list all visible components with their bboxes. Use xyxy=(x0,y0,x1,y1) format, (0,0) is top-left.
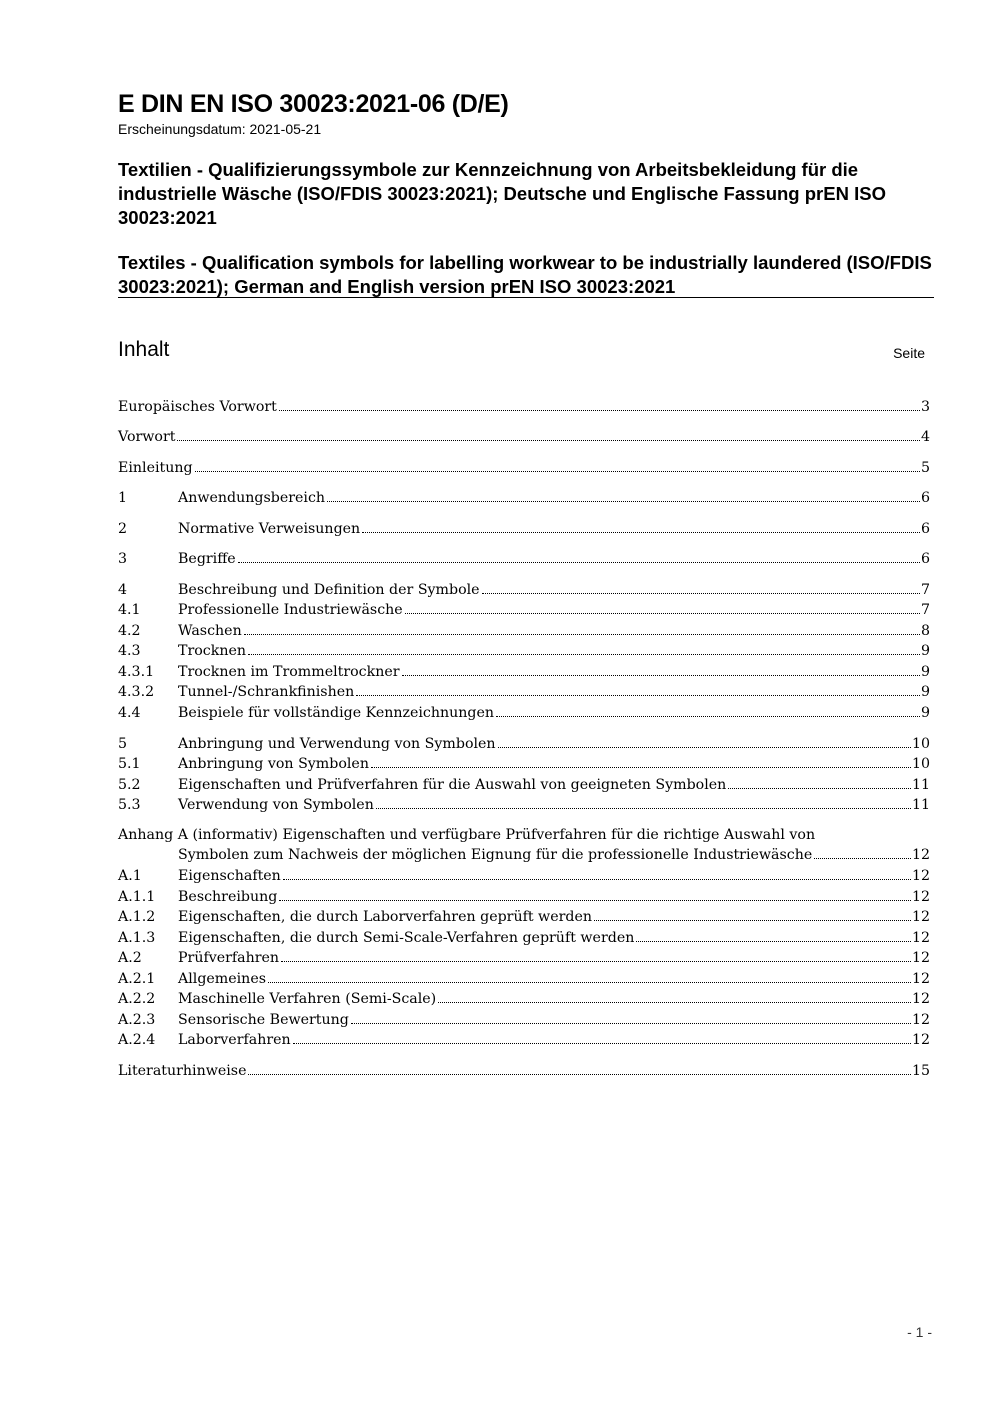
toc-entry-page: 6 xyxy=(920,490,930,506)
toc-entry-label: Symbolen zum Nachweis der möglichen Eignung für die professionelle Industriewäsche xyxy=(178,847,813,863)
toc-leader xyxy=(356,694,920,696)
toc-entry[interactable] xyxy=(118,946,930,966)
toc-entry-label: Beschreibung und Definition der Symbole xyxy=(178,582,480,598)
toc-entry-number: 5.1 xyxy=(118,756,141,772)
toc-entry-label: Trocknen xyxy=(178,643,247,659)
toc-leader xyxy=(405,612,920,614)
toc-entry-label: Begriffe xyxy=(178,551,236,567)
toc-entry-label: Laborverfahren xyxy=(178,1032,291,1048)
toc-entry[interactable] xyxy=(118,456,930,476)
toc-leader xyxy=(496,715,920,717)
toc-leader xyxy=(248,653,920,655)
toc-entry-page: 9 xyxy=(920,684,930,700)
toc-entry-number: 2 xyxy=(118,521,128,537)
toc-entry-bibliography[interactable] xyxy=(118,1059,930,1079)
toc-entry-label: Sensorische Bewertung xyxy=(178,1012,349,1028)
title-divider xyxy=(118,297,934,298)
toc-entry[interactable] xyxy=(118,578,930,598)
toc-entry-page: 9 xyxy=(920,705,930,721)
toc-entry-number: 4.3.2 xyxy=(118,684,155,700)
toc-entry-label: Professionelle Industriewäsche xyxy=(178,602,403,618)
toc-entry-number: 5.3 xyxy=(118,797,141,813)
toc-leader xyxy=(636,940,911,942)
toc-entry[interactable] xyxy=(118,619,930,639)
toc-entry-page: 6 xyxy=(920,521,930,537)
toc-entry-page: 4 xyxy=(920,429,930,445)
toc-entry[interactable] xyxy=(118,773,930,793)
toc-annex-heading[interactable]: Anhang A (informativ) Eigenschaften und verfügbare Prüfverfahren für die richtige Auswahl von xyxy=(118,827,816,843)
toc-entry-page: 7 xyxy=(920,582,930,598)
toc-entry-page: 9 xyxy=(920,664,930,680)
toc-entry-label: Verwendung von Symbolen xyxy=(178,797,374,813)
toc-entry-label: Vorwort xyxy=(118,429,176,445)
toc-entry-number: 4.3 xyxy=(118,643,141,659)
toc-entry-page: 15 xyxy=(911,1063,930,1079)
toc-entry-label: Beschreibung xyxy=(178,889,278,905)
toc-entry[interactable] xyxy=(118,660,930,680)
toc-entry-label: Normative Verweisungen xyxy=(178,521,361,537)
toc-entry-page: 12 xyxy=(911,909,930,925)
toc-leader xyxy=(402,674,920,676)
toc-entry[interactable] xyxy=(118,425,930,445)
toc-entry-number: 1 xyxy=(118,490,128,506)
toc-entry-page: 12 xyxy=(911,1032,930,1048)
toc-entry-page: 7 xyxy=(920,602,930,618)
toc-entry-label: Eigenschaften und Prüfverfahren für die Auswahl von geeigneten Symbolen xyxy=(178,777,727,793)
toc-entry[interactable] xyxy=(118,639,930,659)
toc-leader xyxy=(438,1001,911,1003)
toc-entry-page: 11 xyxy=(911,777,930,793)
toc-entry-number: 4.2 xyxy=(118,623,141,639)
toc-page-label: Seite xyxy=(893,345,925,361)
toc-leader xyxy=(594,919,911,921)
toc-leader xyxy=(814,857,911,859)
toc-leader xyxy=(268,981,911,983)
toc-entry[interactable] xyxy=(118,701,930,721)
toc-entry-label: Trocknen im Trommeltrockner xyxy=(178,664,400,680)
toc-entry-number: 4.3.1 xyxy=(118,664,155,680)
page-number: - 1 - xyxy=(907,1324,932,1340)
toc-entry[interactable] xyxy=(118,517,930,537)
toc-entry-number: 4 xyxy=(118,582,128,598)
toc-entry-number: A.2.3 xyxy=(118,1012,156,1028)
toc-leader xyxy=(283,878,911,880)
toc-entry-page: 12 xyxy=(911,1012,930,1028)
publication-date: Erscheinungsdatum: 2021-05-21 xyxy=(118,121,322,137)
toc-entry[interactable] xyxy=(118,967,930,987)
toc-entry-label: Anbringung von Symbolen xyxy=(178,756,369,772)
toc-entry-number: A.1.2 xyxy=(118,909,156,925)
toc-leader xyxy=(279,899,911,901)
toc-entry-number: A.2 xyxy=(118,950,142,966)
toc-entry-label: Anbringung und Verwendung von Symbolen xyxy=(178,736,496,752)
toc-leader xyxy=(244,633,920,635)
toc-entry-page: 3 xyxy=(920,399,930,415)
toc-entry[interactable] xyxy=(118,864,930,884)
toc-entry-page: 10 xyxy=(911,736,930,752)
toc-leader xyxy=(351,1022,911,1024)
toc-entry-page: 12 xyxy=(911,868,930,884)
toc-entry[interactable] xyxy=(118,598,930,618)
toc-entry[interactable] xyxy=(118,547,930,567)
toc-entry[interactable] xyxy=(118,1008,930,1028)
toc-entry-label: Einleitung xyxy=(118,460,193,476)
toc-entry[interactable] xyxy=(118,395,930,415)
toc-entry[interactable] xyxy=(118,793,930,813)
toc-entry-page: 12 xyxy=(911,930,930,946)
toc-leader xyxy=(362,531,920,533)
toc-entry[interactable] xyxy=(118,1028,930,1048)
toc-entry-label: Europäisches Vorwort xyxy=(118,399,277,415)
toc-entry-number: 4.1 xyxy=(118,602,141,618)
toc-entry-label: Maschinelle Verfahren (Semi-Scale) xyxy=(178,991,437,1007)
toc-entry-page: 12 xyxy=(911,889,930,905)
toc-entry-number: A.2.1 xyxy=(118,971,156,987)
toc-annex-entry[interactable] xyxy=(178,843,930,863)
toc-leader xyxy=(327,500,920,502)
toc-entry[interactable] xyxy=(118,680,930,700)
toc-entry[interactable] xyxy=(118,486,930,506)
toc-entry[interactable] xyxy=(118,987,930,1007)
toc-leader xyxy=(376,807,911,809)
toc-entry-number: A.1.1 xyxy=(118,889,156,905)
toc-leader xyxy=(728,787,911,789)
toc-entry[interactable] xyxy=(118,905,930,925)
toc-entry-number: 3 xyxy=(118,551,128,567)
toc-entry[interactable] xyxy=(118,885,930,905)
toc-entry-label: Anwendungsbereich xyxy=(178,490,326,506)
toc-entry-number: A.2.2 xyxy=(118,991,156,1007)
toc-entry-page: 12 xyxy=(911,991,930,1007)
toc-leader xyxy=(482,592,920,594)
toc-entry[interactable] xyxy=(118,732,930,752)
toc-entry[interactable] xyxy=(118,926,930,946)
toc-entry-label: Beispiele für vollständige Kennzeichnungen xyxy=(178,705,495,721)
title-german: Textilien - Qualifizierungssymbole zur Kennzeichnung von Arbeitsbekleidung für die industrielle Wäsche (ISO/FDIS 30023:2021); Deutsche und Englische Fassung prEN ISO 30023:2021 xyxy=(118,159,886,228)
title-english: Textiles - Qualification symbols for labelling workwear to be industrially laundered (ISO/FDIS 30023:2021); German and English version prEN ISO 30023:2021 xyxy=(118,252,932,297)
toc-leader xyxy=(248,1073,910,1075)
toc-entry-label: Allgemeines xyxy=(178,971,266,987)
toc-leader xyxy=(293,1042,911,1044)
toc-entry-page: 10 xyxy=(911,756,930,772)
toc-leader xyxy=(238,561,920,563)
toc-entry-page: 8 xyxy=(920,623,930,639)
toc-entry-label: Eigenschaften, die durch Laborverfahren geprüft werden xyxy=(178,909,592,925)
toc-entry[interactable] xyxy=(118,752,930,772)
toc-entry-page: 5 xyxy=(920,460,930,476)
toc-leader xyxy=(177,439,920,441)
toc-entry-page: 9 xyxy=(920,643,930,659)
toc-entry-number: A.2.4 xyxy=(118,1032,156,1048)
toc-entry-number: 5 xyxy=(118,736,128,752)
toc-entry-number: 4.4 xyxy=(118,705,141,721)
toc-entry-page: 12 xyxy=(911,950,930,966)
toc-entry-page: 11 xyxy=(911,797,930,813)
toc-leader xyxy=(498,746,911,748)
toc-entry-number: 5.2 xyxy=(118,777,141,793)
toc-leader xyxy=(281,960,911,962)
toc-entry-label: Waschen xyxy=(178,623,242,639)
toc-entry-label: Prüfverfahren xyxy=(178,950,280,966)
toc-entry-label: Eigenschaften, die durch Semi-Scale-Verfahren geprüft werden xyxy=(178,930,635,946)
toc-entry-page: 12 xyxy=(911,971,930,987)
toc-leader xyxy=(371,766,911,768)
toc-entry-page: 6 xyxy=(920,551,930,567)
toc-leader xyxy=(195,470,920,472)
toc-entry-number: A.1.3 xyxy=(118,930,156,946)
toc-entry-page: 12 xyxy=(911,847,930,863)
toc-heading: Inhalt xyxy=(118,338,170,361)
toc-entry-label: Tunnel-/Schrankfinishen xyxy=(178,684,355,700)
toc-entry-number: A.1 xyxy=(118,868,142,884)
toc-entry-label: Literaturhinweise xyxy=(118,1063,247,1079)
toc-entry-label: Eigenschaften xyxy=(178,868,281,884)
document-title: E DIN EN ISO 30023:2021-06 (D/E) xyxy=(118,90,509,118)
toc-leader xyxy=(279,409,920,411)
